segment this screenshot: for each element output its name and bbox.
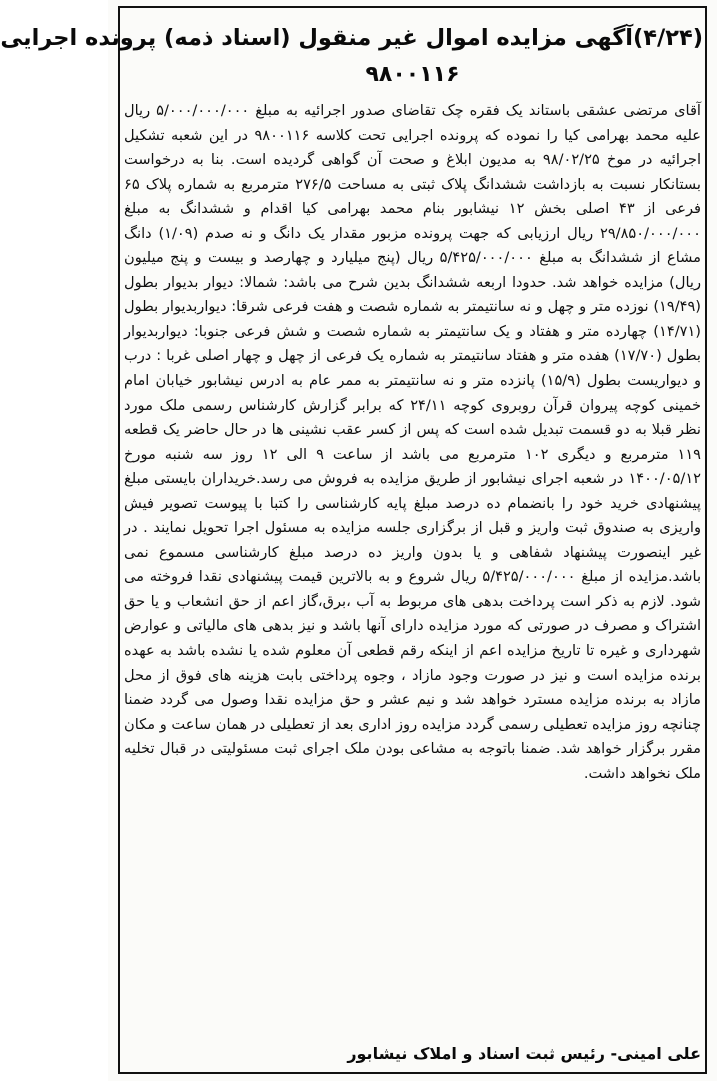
notice-body <box>124 99 701 1033</box>
signature-line: علی امینی- رئیس ثبت اسناد و املاک نیشابور <box>347 1044 701 1063</box>
notice-title: (۴/۲۴)آگهی مزایده اموال غیر منقول (اسناد ذمه) پرونده اجرایی <box>0 25 703 51</box>
case-number: ۹۸۰۰۱۱۶ <box>365 62 460 87</box>
notice-body-paragraph: آقای مرتضی عشقی باستاند یک فقره چک تقاضای صدور اجرائیه به مبلغ ۵/۰۰۰/۰۰۰/۰۰۰ ریال علیه محمد بهرامی کیا را نموده که پرونده اجرایی تحت کلاسه ۹۸۰۰۱۱۶ در این شعبه تشکیل اجرائیه در موخ ۹۸/۰۲/۲۵ به مدیون ابلاغ و صحت آن گواهی گردیده است. بنا به درخواست بستانکار نسبت به بازداشت ششدانگ پلاک ثبتی به مساحت ۲۷۶/۵ مترمربع به شماره پلاک ۶۵ فرعی از ۴۳ اصلی بخش ۱۲ نیشابور بنام محمد بهرامی کیا اقدام و ششدانگ به مبلغ ۲۹/۸۵۰/۰۰۰/۰۰۰ ریال ارزیابی که جهت پرونده مزبور مقدار یک دانگ و نه صدم (۱/۰۹) دانگ مشاع از ششدانگ به مبلغ ۵/۴۲۵/۰۰۰/۰۰۰ ریال (پنج میلیارد و چهارصد و بیست و پنج میلیون ریال) مزایده خواهد شد. حدودا اربعه ششدانگ بدین شرح می باشد: شمالا: دیوار بدیوار بطول (۱۹/۴۹) نوزده متر و چهل و نه سانتیمتر به شماره شصت و هفت فرعی شرقا: دیواربدیوار بطول (۱۴/۷۱) چهارده متر و هفتاد و یک سانتیمتر به شماره شصت و شش فرعی جنوبا: دیواربدیوار بطول (۱۷/۷۰) هفده متر و هفتاد سانتیمتر به شماره یک فرعی از چهل و چهار اصلی غربا : درب و دیواریست بطول (۱۵/۹) پانزده متر و نه سانتیمتر به ممر عام به ادرس نیشابور خیابان امام خمینی کوچه پیروان قرآن روبروی کوچه ۲۴/۱۱ که برابر گزارش کارشناس رسمی ملک مورد نظر قبلا به دو قسمت تبدیل شده است که پس از کسر عقب نشینی ها در حال حاضر یک قطعه ۱۱۹ مترمربع و دیگری ۱۰۲ مترمربع می باشد از ساعت ۹ الی ۱۲ روز سه شنبه مورخ ۱۴۰۰/۰۵/۱۲ در شعبه اجرای نیشابور از طریق مزایده به فروش می رسد.خریداران بایستی مبلغ پیشنهادی خرید خود را بانضمام ده درصد مبلغ پایه کارشناسی را کتبا با پیوست تصویر فیش واریزی به صندوق ثبت واریز و قبل از برگزاری جلسه مزایده به مسئول اجرا تحویل نمایند . در غیر اینصورت پیشنهاد شفاهی و یا بدون واریز ده درصد مبلغ کارشناسی مسموع نمی باشد.مزایده از مبلغ ۵/۴۲۵/۰۰۰/۰۰۰ ریال شروع و به بالاترین قیمت پیشنهادی نقدا فروخته می شود. لازم به ذکر است پرداخت بدهی های مربوط به آب ،برق،گاز اعم از حق انشعاب و یا حق اشتراک و مصرف در صورتی که مورد مزایده دارای آنها باشد و نیز بدهی های مالیاتی و عوارض شهرداری و غیره تا تاریخ مزایده اعم از اینکه رقم قطعی آن معلوم شده یا نشده باشد به عهده برنده مزایده است و نیز در صورت وجود مازاد ، وجوه پرداختی بابت هزینه های فوق از محل مازاد به برنده مزایده مسترد خواهد شد و نیم عشر و حق مزایده نقدا وصول می گردد ضمنا چنانچه روز مزایده تعطیلی رسمی گردد مزایده روز اداری بعد از تعطیلی در همان ساعت و مکان مقرر برگزار خواهد شد. ضمنا باتوجه به مشاعی بودن ملک اجرای ثبت مسئولیتی در قبال تخلیه ملک نخواهد داشت. <box>124 102 702 782</box>
